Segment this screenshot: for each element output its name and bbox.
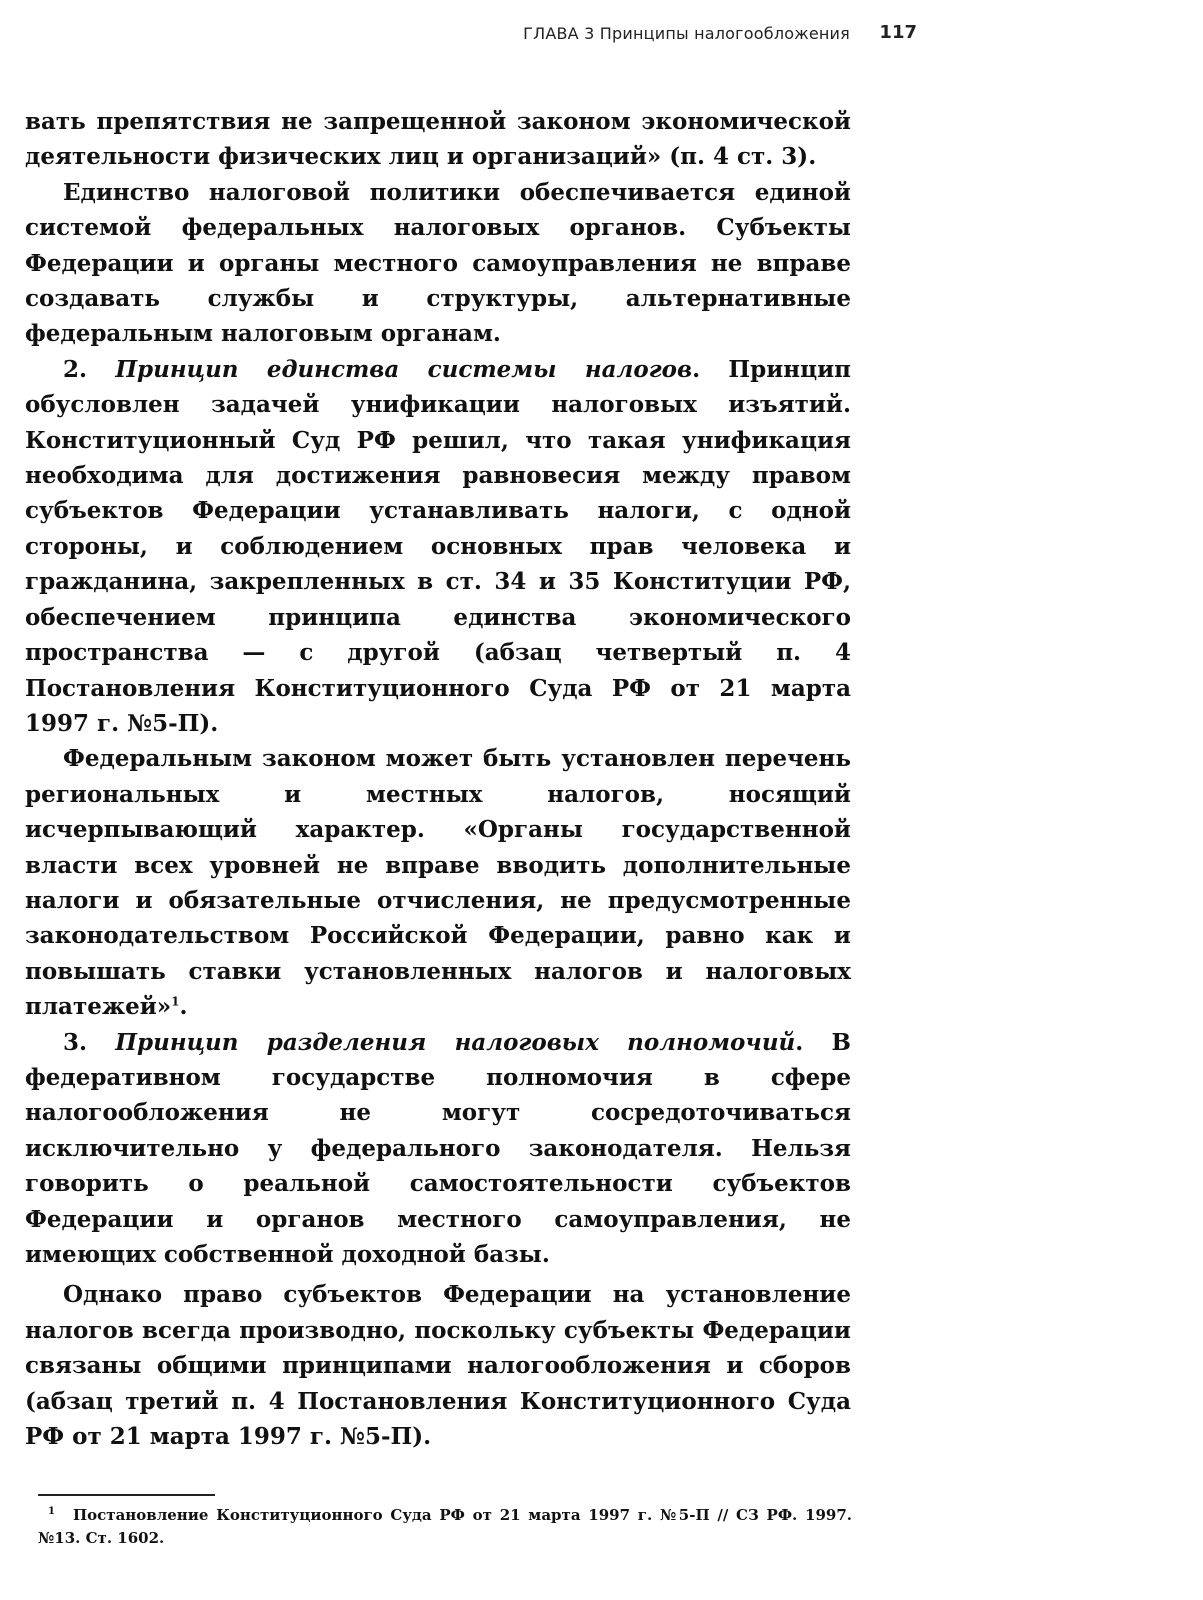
footnote-divider xyxy=(38,1494,215,1496)
footnote-reference[interactable]: 1 xyxy=(171,994,180,1009)
paragraph-derived-right: Однако право субъектов Федерации на установление налогов всегда производно, поскольку субъекты Федерации связаны общими принципами налогообложения и сборов (абзац третий п. 4 Постановления Конституционного Суда РФ от 21 марта 1997 г. №5-П). xyxy=(25,1281,851,1451)
principle-2-number: 2. xyxy=(63,355,116,383)
paragraph-principle-3 xyxy=(25,1025,851,1273)
paragraph-principle-2 xyxy=(25,352,851,741)
principle-3-title: Принцип разделения налоговых полномочий xyxy=(115,1028,796,1056)
paragraph-tax-policy-unity: Единство налоговой политики обеспечивается единой системой федеральных налоговых органов. Субъекты Федерации и органы местного самоуправления не вправе создавать службы и структуры, альтернативные федеральным налоговым органам. xyxy=(25,178,851,348)
federal-law-end: . xyxy=(179,993,188,1021)
principle-2-text: . Принцип обусловлен задачей унификации налоговых изъятий. Конституционный Суд РФ решил, что такая унификация необходима для достижения равновесия между правом субъектов Федерации устанавливать налоги, с одной стороны, и соблюдением основных прав человека и гражданина, закрепленных в ст. 34 и 35 Конституции РФ, обеспечением принципа единства экономического пространства — с другой (абзац четвертый п. 4 Постановления Конституционного Суда РФ от 21 марта 1997 г. №5-П). xyxy=(25,355,851,737)
running-header xyxy=(0,18,930,50)
page-number: 117 xyxy=(879,22,917,43)
federal-law-text: Федеральным законом может быть установлен перечень региональных и местных налогов, носящий исчерпывающий характер. «Органы государственной власти всех уровней не вправе вводить дополнительные налоги и обязательные отчисления, не предусмотренные законодательством Российской Федерации, равно как и повышать ставки установленных налогов и налоговых платежей» xyxy=(25,745,851,1021)
principle-2-title: Принцип единства системы налогов xyxy=(115,355,693,383)
body-text xyxy=(25,104,851,1454)
footnote xyxy=(38,1504,852,1550)
running-title: ГЛАВА 3 Принципы налогообложения xyxy=(523,24,850,43)
footnote-marker: 1 xyxy=(48,1506,55,1517)
paragraph-federal-law xyxy=(25,741,851,1024)
footnote-text: Постановление Конституционного Суда РФ от 21 марта 1997 г. №5-П // СЗ РФ. 1997. №13. Ст. 1602. xyxy=(38,1506,852,1547)
paragraph-continuation: вать препятствия не запрещенной законом экономической деятельности физических лиц и организаций» (п. 4 ст. 3). xyxy=(25,108,851,171)
principle-3-number: 3. xyxy=(63,1028,116,1056)
principle-3-text: . В федеративном государстве полномочия в сфере налогообложения не могут сосредоточиваться исключительно у федерального законодателя. Нельзя говорить о реальной самостоятельности субъектов Федерации и органов местного самоуправления, не имеющих собственной доходной базы. xyxy=(25,1028,851,1268)
